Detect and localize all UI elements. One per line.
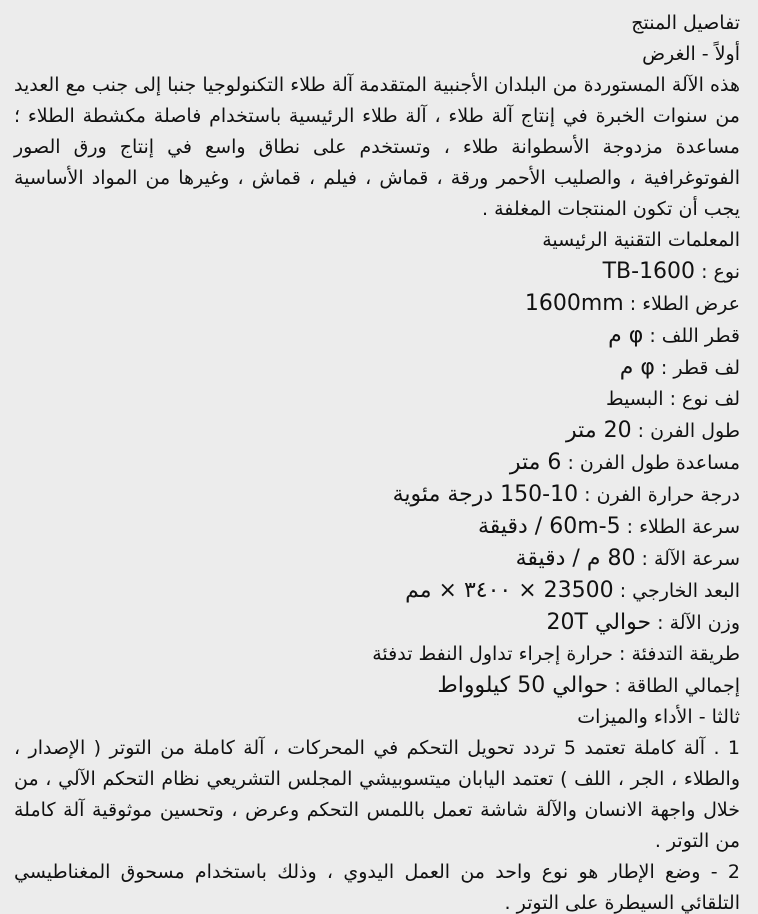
- spec-value: TB-1600: [602, 259, 696, 284]
- spec-value: 6 متر: [509, 450, 562, 475]
- spec-label: سرعة الطلاء :: [626, 516, 740, 538]
- specs-list: [14, 256, 740, 702]
- spec-row: [14, 511, 740, 543]
- section-specs-heading: المعلمات التقنية الرئيسية: [542, 229, 740, 251]
- spec-label: درجة حرارة الفرن :: [584, 484, 740, 506]
- spec-value: البسيط: [606, 388, 664, 410]
- spec-row: [14, 256, 740, 288]
- spec-value: حرارة إجراء تداول النفط تدفئة: [372, 643, 613, 665]
- spec-label: لف قطر :: [660, 357, 740, 379]
- spec-row: [14, 384, 740, 415]
- spec-row: [14, 575, 740, 607]
- spec-value: حوالي 50 كيلوواط: [437, 673, 609, 698]
- spec-label: نوع :: [701, 261, 740, 283]
- feature-paragraph: 2 - وضع الإطار هو نوع واحد من العمل اليدوي ، وذلك باستخدام مسحوق المغناطيسي التلقائي السيطرة على التوتر .: [14, 861, 740, 914]
- spec-row: [14, 479, 740, 511]
- spec-row: [14, 288, 740, 320]
- spec-value: 23500 × ٣٤٠٠ × مم: [405, 578, 614, 603]
- section-features-heading: ثالثا - الأداء والميزات: [577, 706, 740, 728]
- spec-value: φ م: [608, 323, 644, 348]
- spec-row: [14, 447, 740, 479]
- spec-row: [14, 607, 740, 639]
- page-title: تفاصيل المنتج: [631, 12, 740, 34]
- spec-label: لف نوع :: [669, 388, 740, 410]
- spec-value: 10-150 درجة مئوية: [392, 482, 579, 507]
- spec-value: 5-60m / دقيقة: [477, 514, 621, 539]
- spec-row: [14, 415, 740, 447]
- spec-label: قطر اللف :: [649, 325, 740, 347]
- spec-label: مساعدة طول الفرن :: [567, 452, 740, 474]
- section-purpose-heading: أولاً - الغرض: [642, 43, 740, 65]
- spec-label: البعد الخارجي :: [619, 580, 740, 602]
- spec-row: [14, 543, 740, 575]
- spec-label: طول الفرن :: [637, 420, 740, 442]
- spec-label: عرض الطلاء :: [629, 293, 740, 315]
- spec-label: إجمالي الطاقة :: [614, 675, 740, 697]
- spec-label: طريقة التدفئة :: [619, 643, 740, 665]
- spec-row: [14, 352, 740, 384]
- spec-value: 1600mm: [524, 291, 624, 316]
- spec-row: [14, 639, 740, 670]
- feature-paragraph: 1 . آلة كاملة تعتمد 5 تردد تحويل التحكم في المحركات ، آلة كاملة من التوتر ( الإصدار ، والطلاء ، الجر ، اللف ) تعتمد اليابان ميتسوبيشي المجلس التشريعي نظام التحكم الآلي ، من خلال واجهة الانسان والآلة شاشة تعمل باللمس التحكم وعرض ، وتحسين موثوقية آلة كاملة من التوتر .: [14, 737, 741, 852]
- spec-row: [14, 670, 740, 702]
- spec-label: وزن الآلة :: [657, 612, 740, 634]
- spec-value: حوالي 20T: [546, 610, 652, 635]
- spec-value: 80 م / دقيقة: [515, 546, 636, 571]
- spec-row: [14, 320, 740, 352]
- spec-value: φ م: [619, 355, 655, 380]
- intro-paragraph: هذه الآلة المستوردة من البلدان الأجنبية المتقدمة آلة طلاء التكنولوجيا جنبا إلى جنب مع العديد من سنوات الخبرة في إنتاج آلة طلاء ، آلة طلاء الرئيسية باستخدام فاصلة مكشطة الطلاء ؛ مساعدة مزدوجة الأسطوانة طلاء ، وتستخدم على نطاق واسع في إنتاج ورق الصور الفوتوغرافية ، والصليب الأحمر ورقة ، قماش ، فيلم ، قماش ، وغيرها من المواد الأساسية يجب أن تكون المنتجات المغلفة .: [14, 74, 740, 220]
- spec-value: 20 متر: [566, 418, 632, 443]
- spec-label: سرعة الآلة :: [641, 548, 740, 570]
